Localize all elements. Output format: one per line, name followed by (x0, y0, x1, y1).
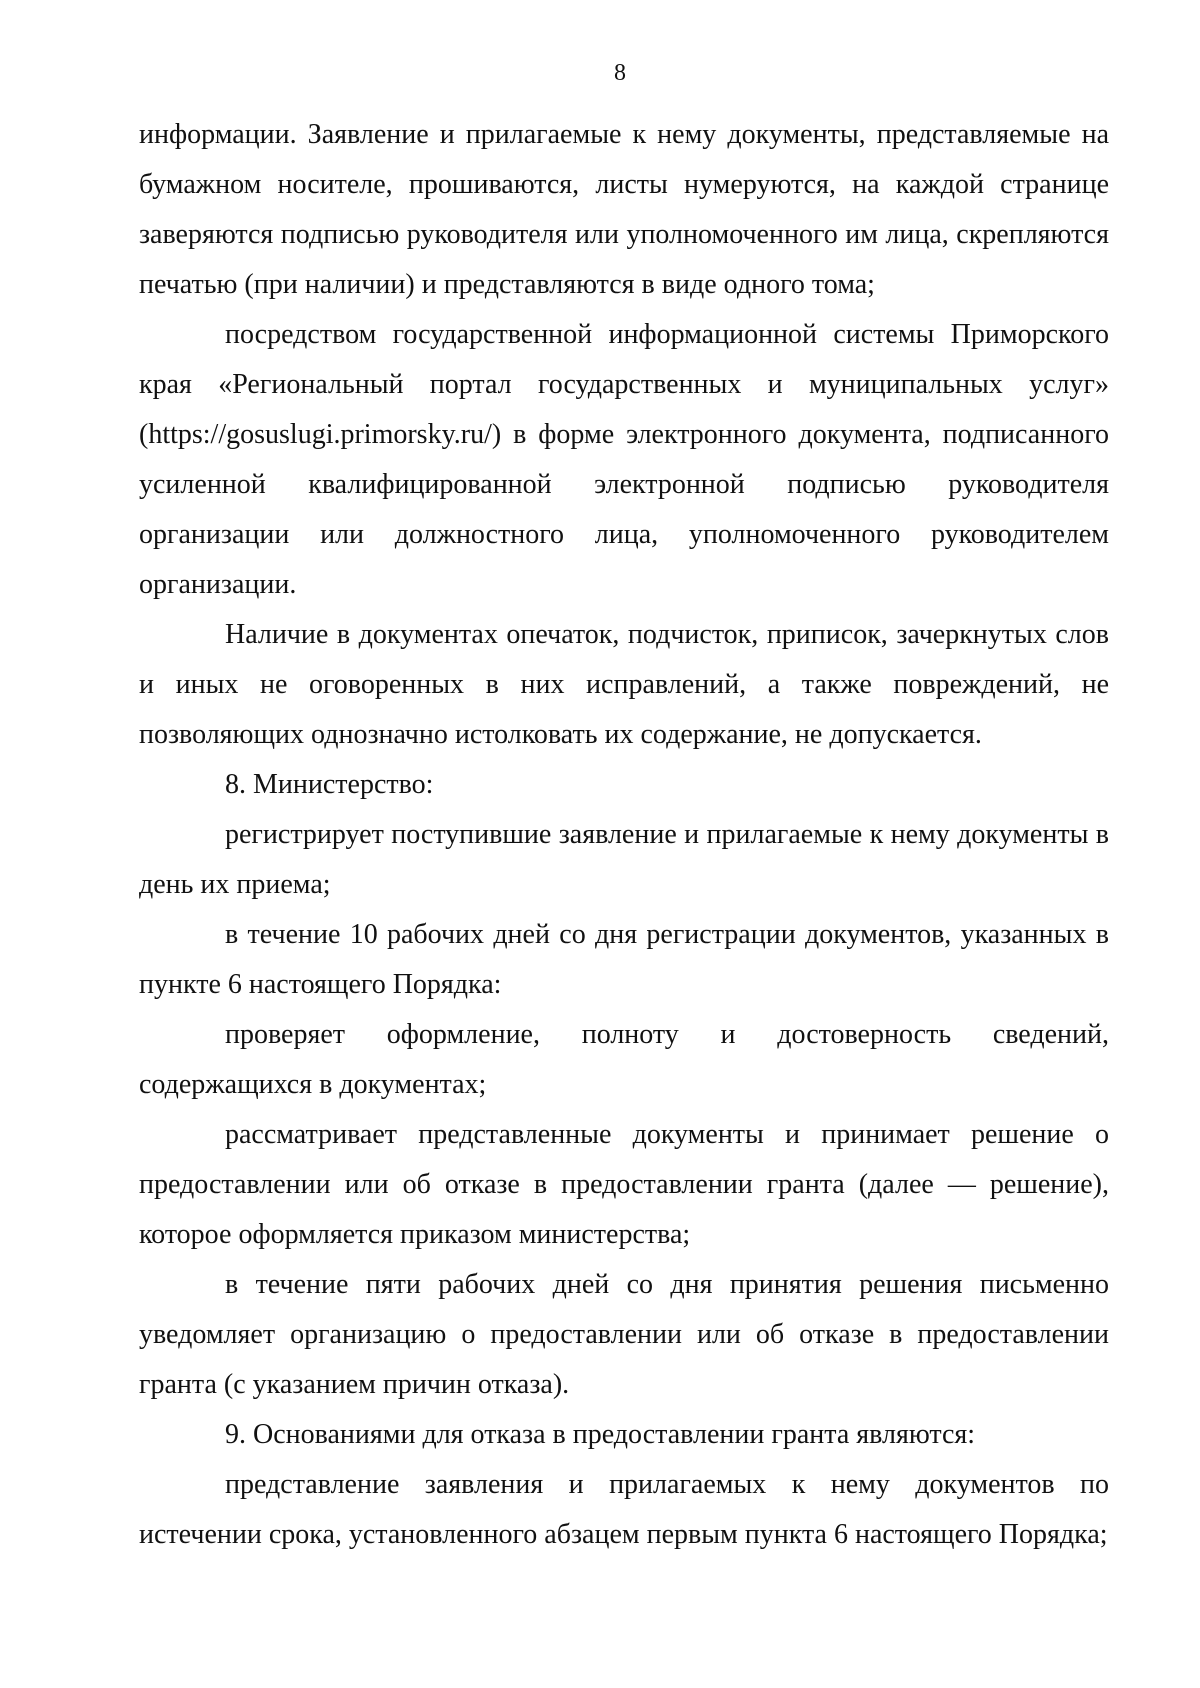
paragraph-item-9-heading: 9. Основаниями для отказа в предоставлении гранта являются: (225, 1419, 976, 1450)
paragraph-checks-documents: проверяет оформление, полноту и достоверность сведений, содержащихся в документах; (139, 1019, 1109, 1100)
paragraph-late-submission: представление заявления и прилагаемых к нему документов по истечении срока, установленного абзацем первым пункта 6 настоящего Порядка; (139, 1469, 1109, 1550)
paragraph-corrections-not-allowed: Наличие в документах опечаток, подчисток, приписок, зачеркнутых слов и иных не оговоренных в них исправлений, а также повреждений, не позволяющих однозначно истолковать их содержание, не допускается. (139, 619, 1109, 750)
paragraph-notifies-organization: в течение пяти рабочих дней со дня принятия решения письменно уведомляет организацию о предоставлении или об отказе в предоставлении гранта (с указанием причин отказа). (139, 1269, 1109, 1400)
document-body (139, 110, 1109, 1560)
paragraph-item-8-heading: 8. Министерство: (225, 769, 434, 800)
page-number: 8 (614, 60, 626, 86)
paragraph-ten-working-days: в течение 10 рабочих дней со дня регистрации документов, указанных в пункте 6 настоящего Порядка: (139, 919, 1109, 1000)
paragraph-registers-documents: регистрирует поступившие заявление и прилагаемые к нему документы в день их приема; (139, 819, 1109, 900)
paragraph-regional-portal: посредством государственной информационной системы Приморского края «Региональный портал государственных и муниципальных услуг» (https://gosuslugi.primorsky.ru/) в форме электронного документа, подписанного усиленной квалифицированной электронной подписью руководителя организации или должностного лица, уполномоченного руководителем организации. (139, 319, 1109, 600)
paragraph-continuation: информации. Заявление и прилагаемые к нему документы, представляемые на бумажном носителе, прошиваются, листы нумеруются, на каждой странице заверяются подписью руководителя или уполномоченного им лица, скрепляются печатью (при наличии) и представляются в виде одного тома; (139, 119, 1109, 300)
paragraph-considers-documents: рассматривает представленные документы и принимает решение о предоставлении или об отказе в предоставлении гранта (далее — решение), которое оформляется приказом министерства; (139, 1119, 1109, 1250)
